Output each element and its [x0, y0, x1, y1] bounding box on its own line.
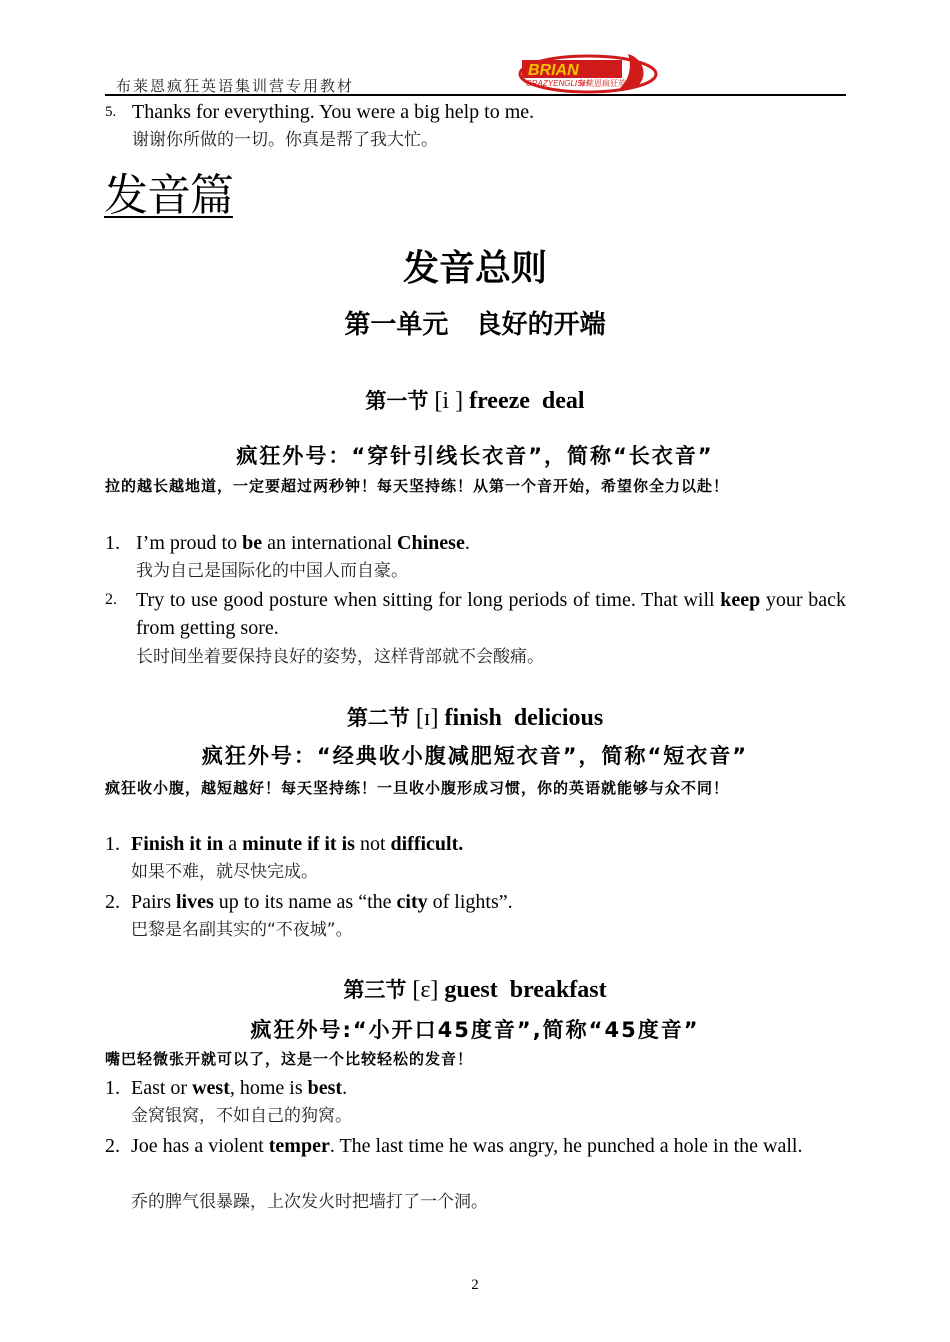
- logo-sub: CRAZYENGLISH: [526, 79, 589, 88]
- s2-item2-en: [131, 888, 843, 916]
- text-run: East or: [131, 1077, 193, 1099]
- s1-item2-zh: 长时间坐着要保持良好的姿势，这样背部就不会酸痛。: [136, 647, 544, 667]
- text-run: I’m proud to: [136, 532, 243, 554]
- text-run: a: [223, 833, 243, 855]
- s1-item2-number: 2.: [105, 591, 117, 608]
- bold-word: keep: [720, 589, 761, 611]
- s2-item1-zh: 如果不难，就尽快完成。: [131, 862, 318, 882]
- bold-word: difficult.: [390, 833, 464, 855]
- text-run: your back from getting sore.: [136, 589, 846, 639]
- s3-item1-en: [131, 1074, 843, 1102]
- section-1-note: 拉的越长越地道，一定要超过两秒钟！每天坚持练！从第一个音开始，希望你全力以赴！: [105, 477, 730, 495]
- text-run: Try to use good posture when sitting for long periods of time. That will: [136, 589, 721, 611]
- s2-item1-en: [131, 830, 843, 858]
- s1-item1-number: 1.: [105, 532, 120, 554]
- bold-word: city: [396, 891, 428, 913]
- section-1-slogan: 疯狂外号：“穿针引线长衣音”，简称“长衣音”: [236, 444, 714, 468]
- s2-item1-number: 1.: [105, 833, 120, 855]
- s2-item2-zh: 巴黎是名副其实的“不夜城”。: [131, 920, 353, 940]
- prev-item-number: 5.: [105, 104, 117, 120]
- main-title: 发音总则: [402, 248, 547, 289]
- logo-word: BRIAN: [528, 62, 579, 79]
- section-1-heading: [0, 384, 950, 418]
- s3-item2-en: [131, 1132, 846, 1160]
- header-title: 布莱恩疯狂英语集训营专用教材: [116, 77, 355, 95]
- section-3-note: 嘴巴轻微张开就可以了，这是一个比较轻松的发音！: [105, 1050, 474, 1068]
- text-run: , home is: [229, 1077, 308, 1099]
- s1-item1-zh: 我为自己是国际化的中国人而自豪。: [136, 561, 408, 581]
- section-2-words: finish delicious: [444, 705, 604, 731]
- s3-item2-number: 2.: [105, 1135, 120, 1157]
- s3-item1-number: 1.: [105, 1077, 120, 1099]
- text-run: Joe has a violent: [131, 1135, 269, 1157]
- section-1-words: freeze deal: [469, 388, 585, 414]
- s1-item1-en: [136, 529, 848, 557]
- text-run: not: [354, 833, 391, 855]
- s3-item1-zh: 金窝银窝，不如自己的狗窝。: [131, 1106, 352, 1126]
- bold-word: temper: [268, 1135, 330, 1157]
- text-run: .: [342, 1077, 348, 1099]
- bold-word: Chinese: [397, 532, 465, 554]
- logo-graphic: [518, 46, 658, 96]
- s3-item2-zh: 乔的脾气很暴躁，上次发火时把墙打了一个洞。: [131, 1192, 488, 1212]
- bold-word: minute if it is: [242, 833, 355, 855]
- section-2-heading: [0, 701, 950, 735]
- text-run: .: [464, 532, 470, 554]
- section-2-phonetic: [ɪ]: [415, 705, 439, 731]
- section-3-slogan: 疯狂外号:“小开口45度音”,简称“45度音”: [250, 1018, 700, 1042]
- text-run: . The last time he was angry, he punched a hole in the wall.: [329, 1135, 803, 1157]
- s2-item2-number: 2.: [105, 891, 120, 913]
- prev-item-zh: 谢谢你所做的一切。你真是帮了我大忙。: [132, 130, 438, 150]
- section-3-label: 第三节: [343, 978, 407, 1002]
- section-2-slogan: 疯狂外号：“经典收小腹减肥短衣音”，简称“短衣音”: [201, 744, 749, 768]
- section-2-note: 疯狂收小腹，越短越好！每天坚持练！一旦收小腹形成习惯，你的英语就能够与众不同！: [105, 779, 730, 797]
- section-1-phonetic: [i ]: [434, 388, 464, 414]
- prev-item-en: Thanks for everything. You were a big help to me.: [132, 101, 535, 123]
- section-3-heading: [0, 973, 950, 1007]
- section-3-phonetic: [ɛ]: [412, 977, 439, 1003]
- text-run: Pairs: [131, 891, 176, 913]
- section-1-label: 第一节: [365, 389, 429, 413]
- logo-cn: 布莱恩疯狂英语: [578, 79, 634, 88]
- page-number: 2: [471, 1277, 479, 1293]
- section-2-label: 第二节: [346, 706, 410, 730]
- text-run: of lights”.: [427, 891, 513, 913]
- header-divider: [105, 94, 846, 96]
- text-run: up to its name as “the: [213, 891, 397, 913]
- bold-word: lives: [176, 891, 214, 913]
- s1-item2-en: [136, 586, 846, 642]
- unit-title: 第一单元 良好的开端: [344, 310, 606, 340]
- bold-word: best: [307, 1077, 343, 1099]
- text-run: an international: [262, 532, 398, 554]
- section-3-words: guest breakfast: [444, 977, 607, 1003]
- part-title: 发音篇: [104, 170, 233, 221]
- bold-word: west: [192, 1077, 230, 1099]
- bold-word: Finish it in: [131, 833, 224, 855]
- brand-logo: [518, 46, 658, 96]
- bold-word: be: [242, 532, 263, 554]
